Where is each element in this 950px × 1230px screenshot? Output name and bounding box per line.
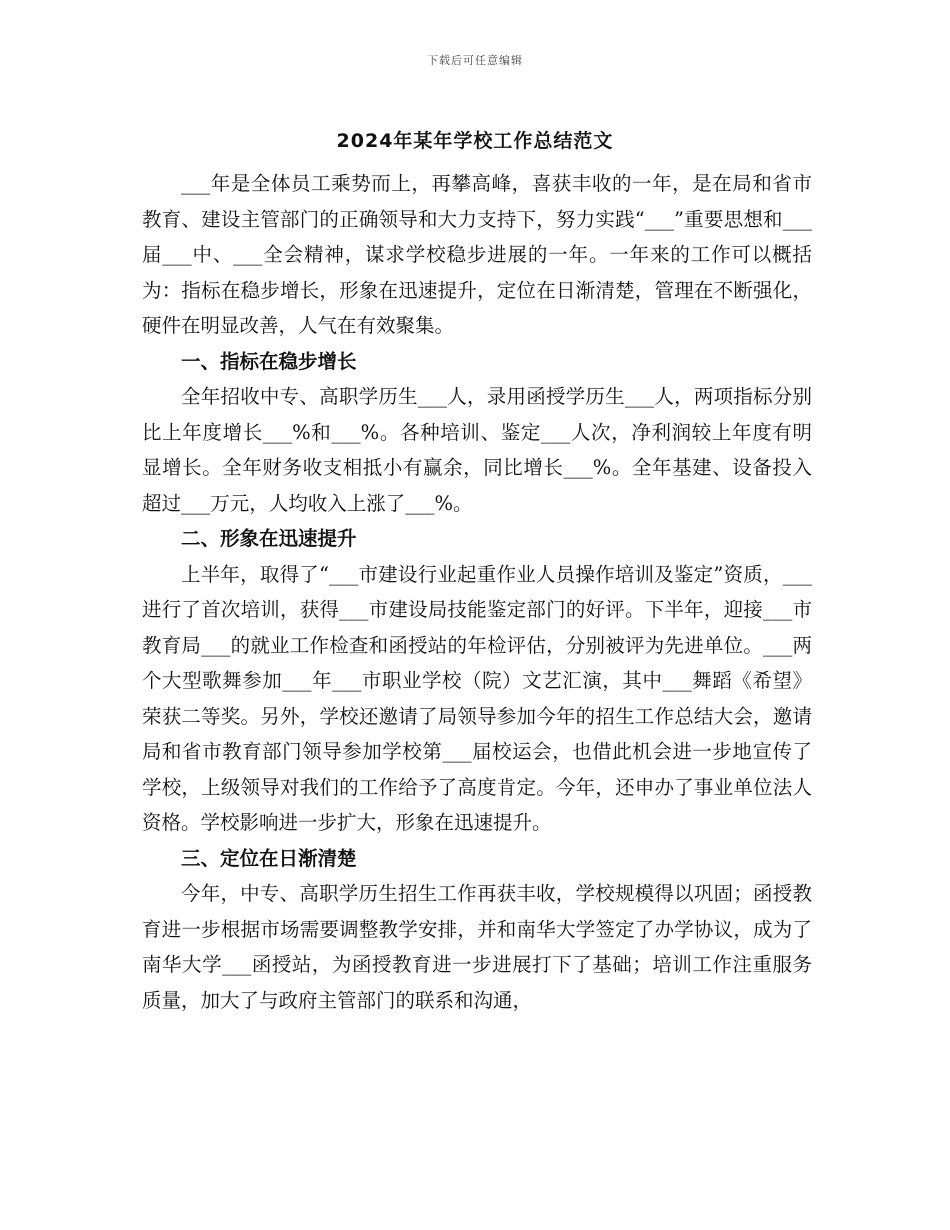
document-body <box>142 166 812 1018</box>
section-1-heading: 一、指标在稳步增长 <box>181 349 357 373</box>
intro-paragraph: ___年是全体员工乘势而上，再攀高峰，喜获丰收的一年，是在局和省市教育、建设主管部门的正确领导和大力支持下，努力实践“___”重要思想和___届___中、___全会精神，谋求学校稳步进展的一年。一年来的工作可以概括为：指标在稳步增长，形象在迅速提升，定位在日渐清楚，管理在不断强化，硬件在明显改善，人气在有效聚集。 <box>142 172 812 337</box>
section-2-paragraph: 上半年，取得了“___市建设行业起重作业人员操作培训及鉴定”资质，___进行了首次培训，获得___市建设局技能鉴定部门的好评。下半年，迎接___市教育局___的就业工作检查和函授站的年检评估，分别被评为先进单位。___两个大型歌舞参加___年___市职业学校（院）文艺汇演，其中___舞蹈《希望》荣获二等奖。另外，学校还邀请了局领导参加今年的招生工作总结大会，邀请局和省市教育部门领导参加学校第___届校运会，也借此机会进一步地宣传了学校，上级领导对我们的工作给予了高度肯定。今年，还申办了事业单位法人资格。学校影响进一步扩大，形象在迅速提升。 <box>142 562 812 834</box>
section-3-heading: 三、定位在日渐清楚 <box>181 846 357 870</box>
header-note: 下载后可任意编辑 <box>427 54 523 67</box>
section-2-heading: 二、形象在迅速提升 <box>181 527 357 550</box>
document-title: 2024年某年学校工作总结范文 <box>336 130 614 152</box>
section-3-paragraph: 今年，中专、高职学历生招生工作再获丰收，学校规模得以巩固；函授教育进一步根据市场需要调整教学安排，并和南华大学签定了办学协议，成为了南华大学___函授站，为函授教育进一步进展打下了基础；培训工作注重服务质量，加大了与政府主管部门的联系和沟通， <box>142 882 812 1012</box>
section-1-paragraph: 全年招收中专、高职学历生___人，录用函授学历生___人，两项指标分别比上年度增长___%和___%。各种培训、鉴定___人次，净利润较上年度有明显增长。全年财务收支相抵小有赢余，同比增长___%。全年基建、设备投入超过___万元，人均收入上涨了___%。 <box>142 385 812 515</box>
